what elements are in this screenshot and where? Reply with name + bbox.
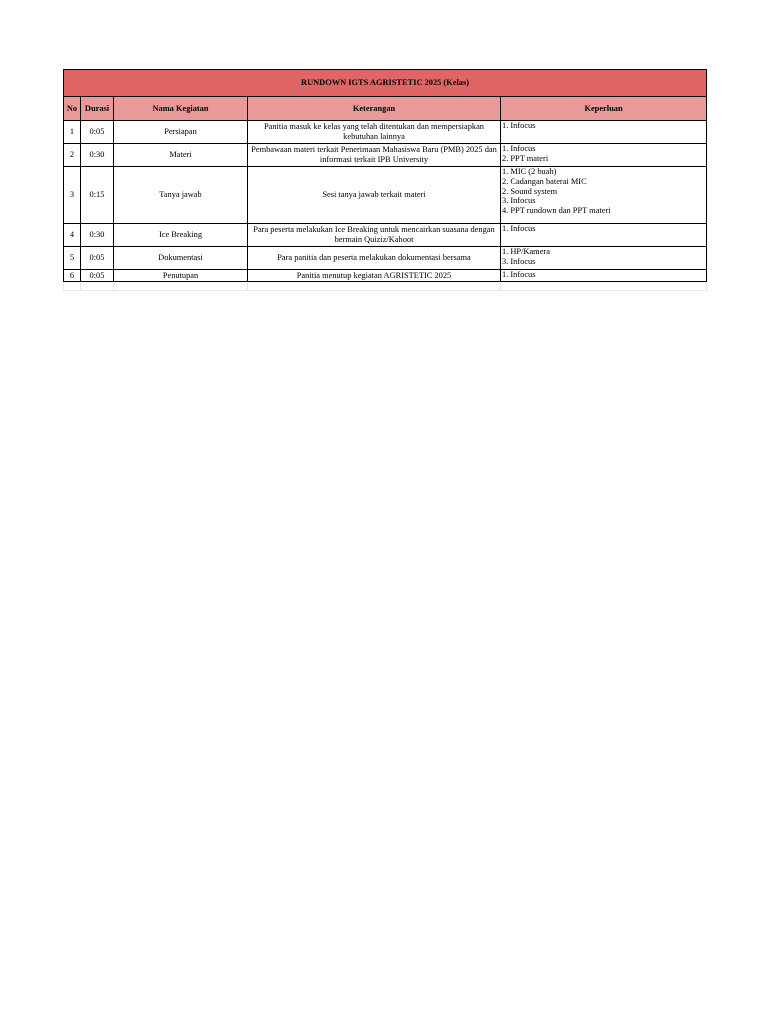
empty-cell bbox=[501, 282, 707, 291]
cell-no: 1 bbox=[64, 121, 81, 144]
header-no: No bbox=[64, 97, 81, 121]
cell-keperluan bbox=[501, 224, 707, 247]
keperluan-item: 3. Infocus bbox=[502, 196, 536, 206]
cell-keperluan bbox=[501, 144, 707, 167]
keperluan-item: 1. HP/Kamera bbox=[502, 247, 550, 256]
cell-no: 2 bbox=[64, 144, 81, 167]
keperluan-item: 4. PPT rundown dan PPT materi bbox=[502, 206, 611, 215]
cell-keterangan: Panitia masuk ke kelas yang telah ditentukan dan mempersiapkan kebutuhan lainnya bbox=[248, 121, 501, 144]
cell-no: 5 bbox=[64, 247, 81, 270]
table-row bbox=[64, 247, 707, 270]
cell-keperluan bbox=[501, 167, 707, 224]
cell-no: 3 bbox=[64, 167, 81, 224]
table-row bbox=[64, 121, 707, 144]
table-row bbox=[64, 167, 707, 224]
keperluan-item: 1. Infocus bbox=[502, 144, 536, 153]
cell-nama-kegiatan: Tanya jawab bbox=[114, 167, 248, 224]
keperluan-item: 1. Infocus bbox=[502, 121, 536, 130]
cell-keperluan bbox=[501, 270, 707, 282]
header-keperluan: Keperluan bbox=[501, 97, 707, 121]
table-row bbox=[64, 144, 707, 167]
empty-row bbox=[64, 282, 707, 291]
cell-keterangan: Panitia menutup kegiatan AGRISTETIC 2025 bbox=[248, 270, 501, 282]
cell-nama-kegiatan: Dokumentasi bbox=[114, 247, 248, 270]
cell-durasi: 0:15 bbox=[81, 167, 114, 224]
cell-keperluan bbox=[501, 247, 707, 270]
cell-nama-kegiatan: Penutupan bbox=[114, 270, 248, 282]
header-row bbox=[64, 97, 707, 121]
keperluan-item: 1. Infocus bbox=[502, 224, 536, 233]
keperluan-item: 2. Sound system bbox=[502, 186, 558, 196]
table-title: RUNDOWN IGTS AGRISTETIC 2025 (Kelas) bbox=[64, 70, 707, 97]
cell-nama-kegiatan: Ice Breaking bbox=[114, 224, 248, 247]
empty-cell bbox=[114, 282, 248, 291]
empty-cell bbox=[248, 282, 501, 291]
cell-no: 6 bbox=[64, 270, 81, 282]
keperluan-item: 2. Cadangan baterai MIC bbox=[502, 176, 587, 186]
header-keterangan: Keterangan bbox=[248, 97, 501, 121]
empty-cell bbox=[64, 282, 81, 291]
keperluan-item: 2. PPT materi bbox=[502, 153, 549, 163]
cell-durasi: 0:30 bbox=[81, 144, 114, 167]
cell-no: 4 bbox=[64, 224, 81, 247]
cell-nama-kegiatan: Persiapan bbox=[114, 121, 248, 144]
table-row bbox=[64, 270, 707, 282]
empty-cell bbox=[81, 282, 114, 291]
cell-durasi: 0:05 bbox=[81, 121, 114, 144]
cell-keperluan bbox=[501, 121, 707, 144]
cell-durasi: 0:30 bbox=[81, 224, 114, 247]
rundown-table bbox=[63, 69, 707, 291]
cell-keterangan: Para peserta melakukan Ice Breaking untuk mencairkan suasana dengan bermain Quiziz/Kahoot bbox=[248, 224, 501, 247]
title-row bbox=[64, 70, 707, 97]
cell-keterangan: Para panitia dan peserta melakukan dokumentasi bersama bbox=[248, 247, 501, 270]
keperluan-item: 3. Infocus bbox=[502, 256, 536, 266]
cell-nama-kegiatan: Materi bbox=[114, 144, 248, 167]
cell-durasi: 0:05 bbox=[81, 247, 114, 270]
cell-keterangan: Pembawaan materi terkait Penerimaan Mahasiswa Baru (PMB) 2025 dan informasi terkait IPB University bbox=[248, 144, 501, 167]
cell-keterangan: Sesi tanya jawab terkait materi bbox=[248, 167, 501, 224]
rundown-sheet bbox=[63, 69, 706, 291]
header-nama-kegiatan: Nama Kegiatan bbox=[114, 97, 248, 121]
keperluan-item: 1. MIC (2 buah) bbox=[502, 167, 557, 176]
header-durasi: Durasi bbox=[81, 97, 114, 121]
table-row bbox=[64, 224, 707, 247]
cell-durasi: 0:05 bbox=[81, 270, 114, 282]
keperluan-item: 1. Infocus bbox=[502, 270, 536, 279]
